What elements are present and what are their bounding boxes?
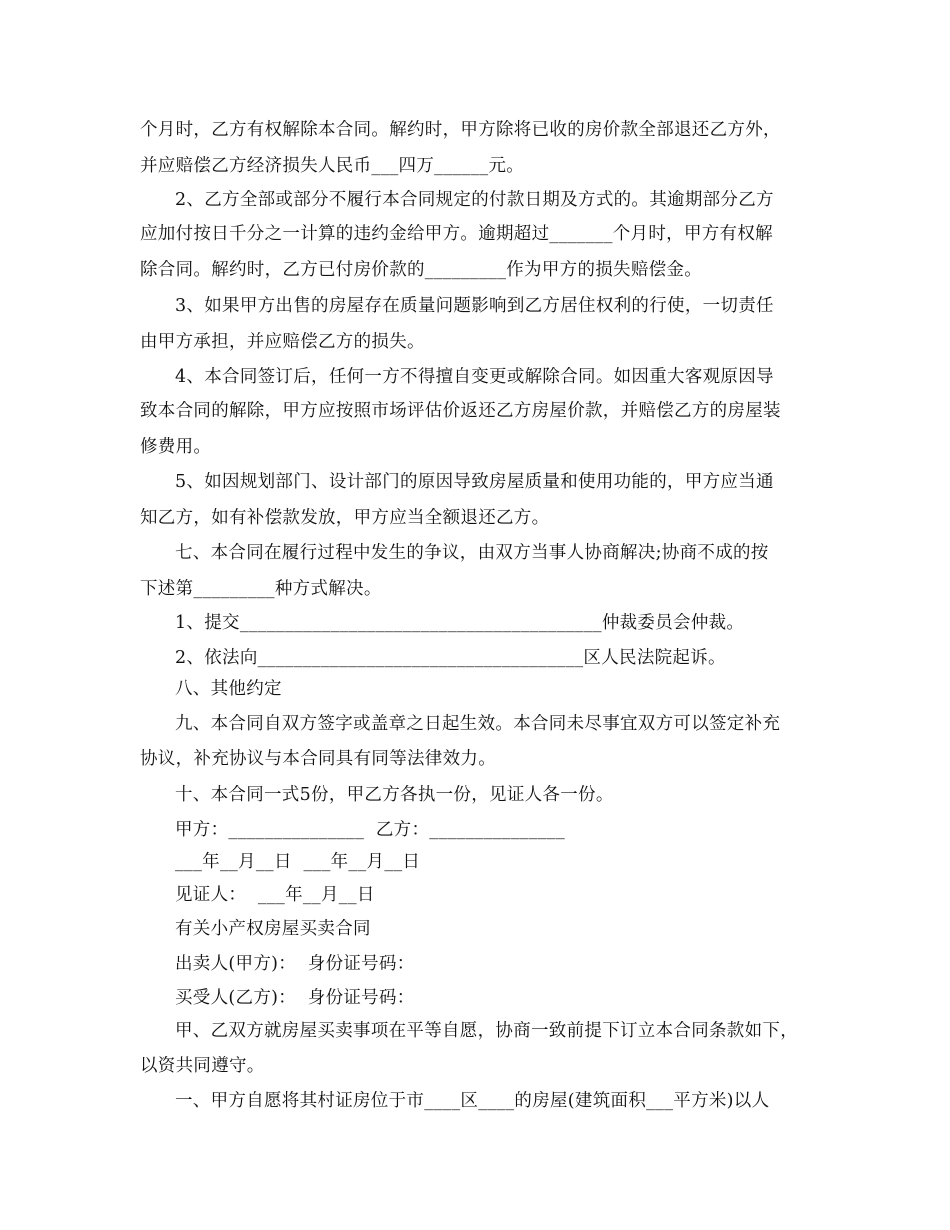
- witness-line: 见证人： ___年__月__日: [175, 885, 375, 905]
- signature-line: 甲方：_______________ 乙方：_______________: [175, 820, 566, 840]
- text-line: 4、本合同签订后，任何一方不得擅自变更或解除合同。如因重大客观原因导: [175, 367, 774, 387]
- text-line: 2、乙方全部或部分不履行本合同规定的付款日期及方式的。其逾期部分乙方: [175, 190, 774, 210]
- text-line: 并应赔偿乙方经济损失人民币___四万______元。: [140, 156, 525, 176]
- text-line: 1、提交________________________________________仲裁委员会仲裁。: [175, 613, 745, 633]
- text-line: 协议，补充协议与本合同具有同等法律效力。: [140, 749, 496, 769]
- seller-line: 出卖人(甲方)： 身份证号码：: [175, 954, 415, 974]
- text-line: 十、本合同一式5份，甲乙方各执一份，见证人各一份。: [175, 785, 614, 805]
- text-line: 5、如因规划部门、设计部门的原因导致房屋质量和使用功能的，甲方应当通: [175, 472, 774, 492]
- date-line: ___年__月__日 ___年__月__日: [175, 852, 421, 872]
- text-line: 下述第_________种方式解决。: [140, 579, 382, 599]
- text-line: 一、甲方自愿将其村证房位于市____区____的房屋(建筑面积___平方米)以人: [175, 1091, 770, 1111]
- text-line: 致本合同的解除，甲方应按照市场评估价返还乙方房屋价款，并赔偿乙方的房屋装: [140, 401, 781, 421]
- text-line: 个月时，乙方有权解除本合同。解约时，甲方除将已收的房价款全部退还乙方外，: [140, 120, 781, 140]
- text-line: 修费用。: [140, 437, 212, 457]
- text-line: 3、如果甲方出售的房屋存在质量问题影响到乙方居住权利的行使，一切责任: [175, 296, 774, 316]
- buyer-line: 买受人(乙方)： 身份证号码：: [175, 988, 415, 1008]
- section-heading: 八、其他约定: [175, 679, 282, 699]
- text-line: 甲、乙双方就房屋买卖事项在平等自愿，协商一致前提下订立本合同条款如下，: [175, 1021, 798, 1041]
- text-line: 应加付按日千分之一计算的违约金给甲方。逾期超过_______个月时，甲方有权解: [140, 224, 773, 244]
- text-line: 以资共同遵守。: [140, 1056, 265, 1076]
- contract-title: 有关小产权房屋买卖合同: [175, 919, 371, 939]
- text-line: 由甲方承担，并应赔偿乙方的损失。: [140, 332, 425, 352]
- text-line: 知乙方，如有补偿款发放，甲方应当全额退还乙方。: [140, 508, 550, 528]
- text-line: 2、依法向____________________________________区人民法院起诉。: [175, 648, 726, 668]
- text-line: 七、本合同在履行过程中发生的争议，由双方当事人协商解决;协商不成的按: [175, 543, 769, 563]
- text-line: 九、本合同自双方签字或盖章之日起生效。本合同未尽事宜双方可以签定补充: [175, 714, 781, 734]
- text-line: 除合同。解约时，乙方已付房价款的_________作为甲方的损失赔偿金。: [140, 260, 703, 280]
